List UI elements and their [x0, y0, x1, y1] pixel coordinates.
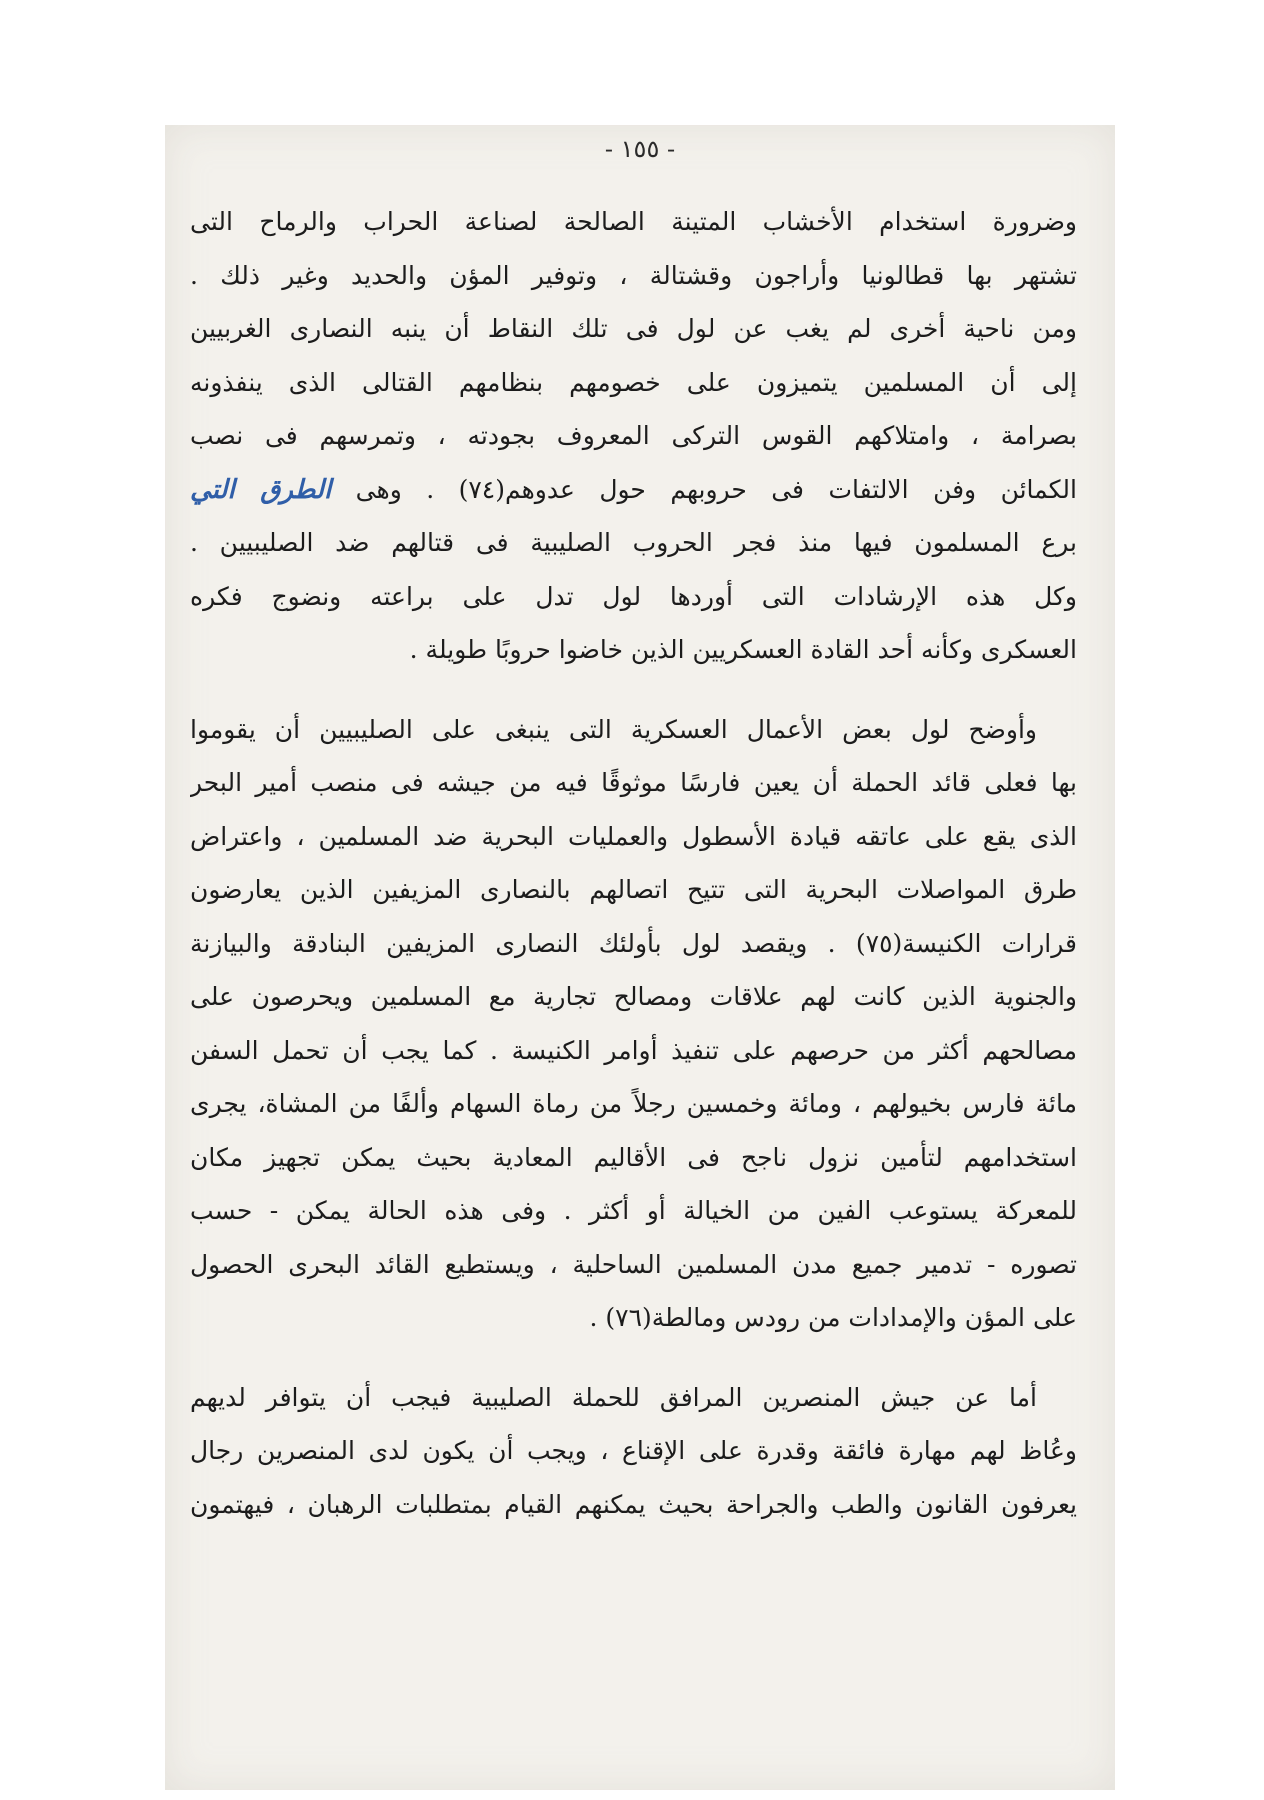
text-line: الذى يقع على عاتقه قيادة الأسطول والعمليات البحرية ضد المسلمين ، واعتراض	[190, 821, 1077, 851]
text-line: إلى أن المسلمين يتميزون على خصومهم بنظامهم القتالى الذى ينفذونه	[190, 367, 1077, 397]
text-line: للمعركة يستوعب الفين من الخيالة أو أكثر . وفى هذه الحالة يمكن - حسب	[190, 1196, 1077, 1225]
text-line: تشتهر بها قطالونيا وأراجون وقشتالة ، وتوفير المؤن والحديد وغير ذلك .	[190, 260, 1077, 290]
text-line: العسكرى وكأنه أحد القادة العسكريين الذين خاضوا حروبًا طويلة .	[409, 635, 1077, 664]
text-line: تصوره - تدمير جميع مدن المسلمين الساحلية ، ويستطيع القائد البحرى الحصول	[190, 1249, 1077, 1279]
handwritten-annotation: الطرق التي	[190, 474, 332, 505]
text-line: بها فعلى قائد الحملة أن يعين فارسًا موثوقًا فيه من جيشه فى منصب أمير البحر	[190, 768, 1077, 797]
text-line: مصالحهم أكثر من حرصهم على تنفيذ أوامر الكنيسة . كما يجب أن تحمل السفن	[190, 1035, 1077, 1065]
text-line: قرارات الكنيسة(٧٥) . ويقصد لول بأولئك النصارى المزيفين البنادقة والبيازنة	[190, 928, 1077, 958]
text-line: وضرورة استخدام الأخشاب المتينة الصالحة لصناعة الحراب والرماح التى	[190, 207, 1077, 236]
scanned-book-page	[165, 125, 1115, 1790]
text-line: وكل هذه الإرشادات التى أوردها لول تدل على براعته ونضوج فكره	[190, 581, 1077, 611]
paragraph-spacer	[190, 1345, 1077, 1371]
text-line: يعرفون القانون والطب والجراحة بحيث يمكنهم القيام بمتطلبات الرهبان ، فيهتمون	[190, 1489, 1077, 1519]
paragraph-1	[190, 195, 1077, 677]
text-line: وعُاظ لهم مهارة فائقة وقدرة على الإقناع ، ويجب أن يكون لدى المنصرين رجال	[190, 1436, 1077, 1465]
text-line: ومن ناحية أخرى لم يغب عن لول فى تلك النقاط أن ينبه النصارى الغربيين	[190, 314, 1077, 343]
paragraph-2	[190, 703, 1077, 1345]
text-line: على المؤن والإمدادات من رودس ومالطة(٧٦) .	[589, 1303, 1077, 1332]
text-line-content: الكمائن وفن الالتفات فى حروبهم حول عدوهم(٧٤) . وهى	[355, 474, 1077, 504]
paragraph-3	[190, 1371, 1077, 1532]
text-line: والجنوية الذين كانت لهم علاقات ومصالح تجارية مع المسلمين ويحرصون على	[190, 982, 1077, 1011]
text-line: أما عن جيش المنصرين المرافق للحملة الصليبية فيجب أن يتوافر لديهم	[190, 1382, 1037, 1412]
page-number: - ١٥٥ -	[604, 135, 676, 163]
text-line: وأوضح لول بعض الأعمال العسكرية التى ينبغى على الصليبيين أن يقوموا	[190, 714, 1037, 744]
text-line: بصرامة ، وامتلاكهم القوس التركى المعروف بجودته ، وتمرسهم فى نصب	[190, 421, 1077, 450]
text-line: مائة فارس بخيولهم ، ومائة وخمسين رجلاً من رماة السهام وألفًا من المشاة، يجرى	[190, 1089, 1077, 1118]
text-line: برع المسلمون فيها منذ فجر الحروب الصليبية فى قتالهم ضد الصليبيين .	[190, 528, 1077, 557]
body-text	[190, 195, 1077, 1531]
text-line-with-annotation	[190, 463, 1077, 517]
text-line: طرق المواصلات البحرية التى تتيح اتصالهم بالنصارى المزيفين الذين يعارضون	[190, 875, 1077, 904]
paragraph-spacer	[190, 677, 1077, 703]
text-line: استخدامهم لتأمين نزول ناجح فى الأقاليم المعادية بحيث يمكن تجهيز مكان	[190, 1142, 1077, 1172]
